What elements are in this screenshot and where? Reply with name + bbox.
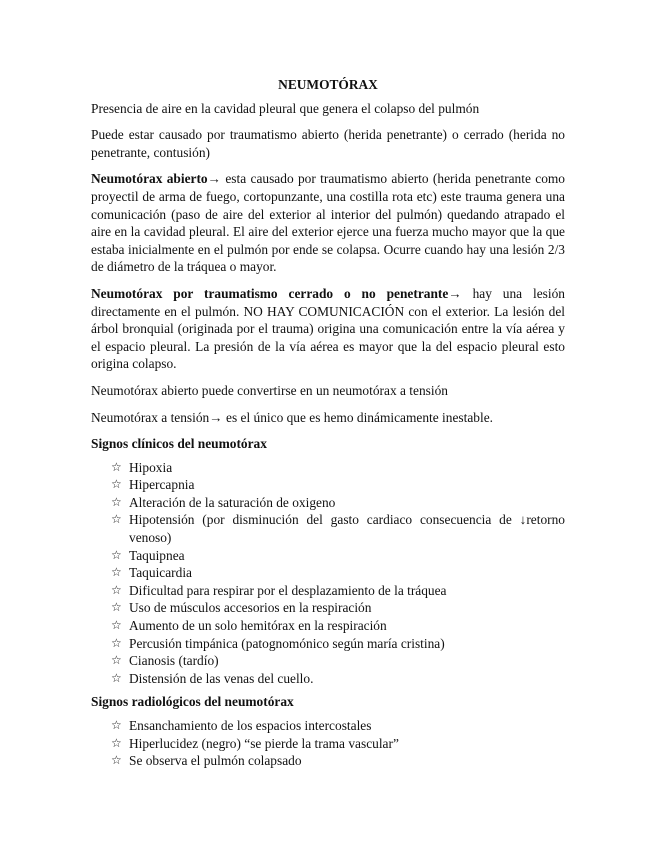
star-bullet-icon: ☆ bbox=[111, 459, 122, 474]
list-item-text: Dificultad para respirar por el desplazamiento de la tráquea bbox=[129, 582, 447, 598]
right-arrow-icon: → bbox=[209, 409, 223, 425]
radiological-signs-heading: Signos radiológicos del neumotórax bbox=[91, 694, 294, 710]
right-arrow-icon: → bbox=[448, 285, 462, 301]
star-bullet-icon: ☆ bbox=[111, 582, 122, 597]
tension-term: Neumotórax a tensión bbox=[91, 409, 210, 425]
list-item-text: Hiperlucidez (negro) “se pierde la trama vascular” bbox=[129, 735, 399, 751]
list-item-text: Uso de músculos accesorios en la respiración bbox=[129, 600, 372, 616]
list-item bbox=[111, 635, 565, 653]
star-bullet-icon: ☆ bbox=[111, 718, 122, 732]
document-title: NEUMOTÓRAX bbox=[278, 77, 378, 92]
causes-paragraph: Puede estar causado por traumatismo abierto (herida penetrante) o cerrado (herida no penetrante, contusión) bbox=[91, 127, 565, 160]
conversion-paragraph: Neumotórax abierto puede convertirse en un neumotórax a tensión bbox=[91, 382, 448, 398]
tension-pneumothorax-paragraph bbox=[91, 409, 565, 427]
radiological-signs-list bbox=[91, 717, 565, 770]
star-bullet-icon: ☆ bbox=[111, 753, 122, 768]
open-pneumothorax-text: esta causado por traumatismo abierto (herida penetrante como proyectil de arma de fuego, cortopunzante, una costilla rota etc) este trauma genera una comunicación (paso de aire del exterior al interior del pulmón) quedando atrapado el aire en la cavidad pleural. El aire del exterior ejerce una fuerza mucho mayor que la que estaba inicialmente en el pulmón por ende se colapsa. Ocurre cuando hay una lesión 2/3 de diámetro de la tráquea o mayor. bbox=[91, 171, 565, 275]
list-item-text: Percusión timpánica (patognomónico según maría cristina) bbox=[129, 635, 445, 651]
list-item-text: Hipoxia bbox=[129, 459, 173, 475]
list-item bbox=[111, 511, 565, 546]
list-item-text: Se observa el pulmón colapsado bbox=[129, 753, 302, 769]
star-bullet-icon: ☆ bbox=[111, 512, 122, 527]
list-item bbox=[111, 494, 565, 512]
open-pneumothorax-term: Neumotórax abierto bbox=[91, 171, 208, 187]
open-pneumothorax-paragraph bbox=[91, 170, 565, 276]
list-item bbox=[111, 459, 565, 477]
star-bullet-icon: ☆ bbox=[111, 618, 122, 633]
clinical-signs-list bbox=[91, 459, 565, 688]
list-item bbox=[111, 735, 565, 753]
star-bullet-icon: ☆ bbox=[111, 547, 122, 562]
right-arrow-icon: → bbox=[207, 171, 222, 187]
list-item bbox=[111, 476, 565, 494]
tension-text: es el único que es hemo dinámicamente inestable. bbox=[222, 409, 493, 425]
list-item-text: Alteración de la saturación de oxigeno bbox=[129, 494, 336, 510]
closed-pneumothorax-paragraph bbox=[91, 285, 565, 373]
list-item bbox=[111, 582, 565, 600]
list-item-text: Distensión de las venas del cuello. bbox=[129, 670, 314, 686]
list-item bbox=[111, 670, 565, 688]
list-item bbox=[111, 652, 565, 670]
star-bullet-icon: ☆ bbox=[111, 653, 122, 668]
list-item-text: Ensanchamiento de los espacios intercostales bbox=[129, 718, 372, 733]
star-bullet-icon: ☆ bbox=[111, 735, 122, 750]
list-item-text: Aumento de un solo hemitórax en la respiración bbox=[129, 618, 387, 634]
closed-pneumothorax-term: Neumotórax por traumatismo cerrado o no penetrante bbox=[91, 285, 449, 301]
list-item-text: Hipercapnia bbox=[129, 477, 195, 493]
closed-pneumothorax-text: hay una lesión directamente en el pulmón. NO HAY COMUNICACIÓN con el exterior. La lesión del árbol bronquial (originada por el trauma) origina una comunicación entre la vía aérea y el espacio pleural. La presión de la vía aérea es mayor que la del espacio pleural esto origina colapso. bbox=[91, 285, 565, 372]
list-item bbox=[111, 547, 565, 565]
list-item-text: Taquipnea bbox=[129, 547, 185, 563]
list-item bbox=[111, 717, 565, 735]
clinical-signs-heading: Signos clínicos del neumotórax bbox=[91, 436, 267, 452]
list-item-text: Cianosis (tardío) bbox=[129, 653, 219, 669]
star-bullet-icon: ☆ bbox=[111, 565, 122, 580]
star-bullet-icon: ☆ bbox=[111, 670, 122, 685]
star-bullet-icon: ☆ bbox=[111, 600, 122, 615]
list-item bbox=[111, 752, 565, 770]
star-bullet-icon: ☆ bbox=[111, 635, 122, 650]
star-bullet-icon: ☆ bbox=[111, 477, 122, 492]
list-item bbox=[111, 617, 565, 635]
definition-paragraph: Presencia de aire en la cavidad pleural que genera el colapso del pulmón bbox=[91, 100, 480, 116]
list-item-text: Hipotensión (por disminución del gasto cardiaco consecuencia de ↓retorno venoso) bbox=[129, 512, 565, 546]
star-bullet-icon: ☆ bbox=[111, 494, 122, 509]
list-item-text: Taquicardia bbox=[129, 565, 193, 581]
list-item bbox=[111, 564, 565, 582]
list-item bbox=[111, 599, 565, 617]
